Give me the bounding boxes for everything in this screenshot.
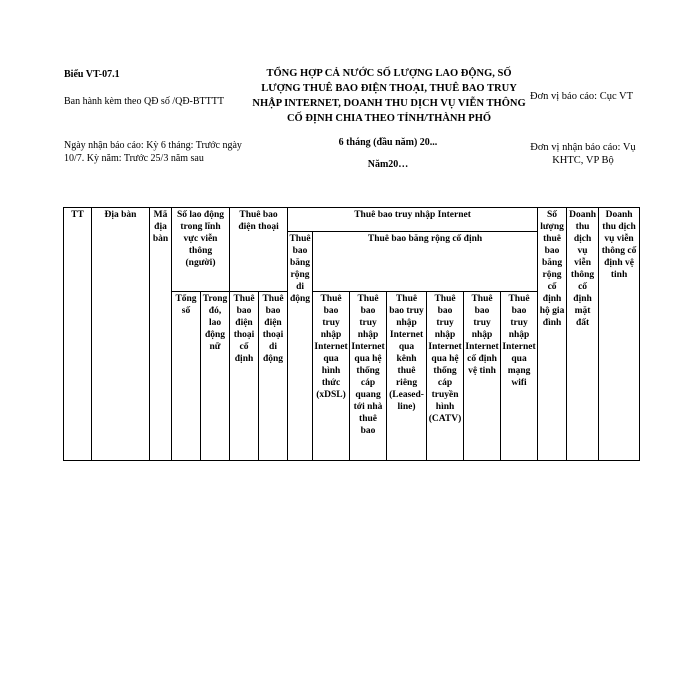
reporting-unit: Đơn vị báo cáo: Cục VT: [530, 91, 634, 102]
receive-date-note: Ngày nhận báo cáo: Kỳ 6 tháng: Trước ngày 10/7. Kỳ năm: Trước 25/3 năm sau: [64, 140, 242, 164]
header-fiber: Thuê bao truy nhập Internet qua hệ thống cáp quang tới nhà thuê bao: [350, 292, 387, 461]
header-rev-fixed-ground: Doanh thu dịch vụ viễn thông cố định mặt đất: [567, 208, 599, 461]
report-period: 6 tháng (đầu năm) 20...: [338, 137, 438, 148]
header-tt: TT: [64, 208, 92, 461]
header-rev-fixed-satellite: Doanh thu dịch vụ viễn thông cố định vệ tinh: [599, 208, 640, 461]
header-household-fbb: Số lượng thuê bao băng rộng cố định hộ gia đình: [538, 208, 567, 461]
header-labor-female: Trong đó, lao động nữ: [201, 292, 230, 461]
header-region-code: Mã địa bàn: [150, 208, 172, 461]
header-region: Địa bàn: [92, 208, 150, 461]
header-mobile-broadband: Thuê bao băng rộng di động: [288, 232, 313, 461]
report-table: [63, 207, 640, 461]
receiving-unit: Đơn vị nhận báo cáo: Vụ KHTC, VP Bộ: [530, 142, 636, 166]
header-xdsl: Thuê bao truy nhập Internet qua hình thức (xDSL): [313, 292, 350, 461]
header-fixed-broadband: Thuê bao băng rộng cố định: [313, 232, 538, 292]
report-year: Năm20…: [367, 159, 409, 170]
header-wifi: Thuê bao truy nhập Internet qua mạng wifi: [501, 292, 538, 461]
header-internet-subs: Thuê bao truy nhập Internet: [288, 208, 538, 232]
header-phone-subs: Thuê bao điện thoại: [230, 208, 288, 292]
header-labor-total: Tổng số: [172, 292, 201, 461]
header-labor: Số lao động trong lĩnh vực viễn thông (người): [172, 208, 230, 292]
issued-by-note: Ban hành kèm theo QĐ số /QĐ-BTTTT: [64, 96, 224, 107]
form-code: Biểu VT-07.1: [64, 69, 120, 80]
report-title: TỔNG HỢP CẢ NƯỚC SỐ LƯỢNG LAO ĐỘNG, SỐ LƯỢNG THUÊ BAO ĐIỆN THOẠI, THUÊ BAO TRUY NHẬP INTERNET, DOANH THU DỊCH VỤ VIỄN THÔNG CỐ ĐỊNH CHIA THEO TỈNH/THÀNH PHỐ: [252, 68, 526, 124]
header-leased: Thuê bao truy nhập Internet qua kênh thuê riêng (Leased-line): [387, 292, 427, 461]
header-catv: Thuê bao truy nhập Internet qua hệ thống cáp truyền hình (CATV): [427, 292, 464, 461]
header-satellite: Thuê bao truy nhập Internet cố định vệ tinh: [464, 292, 501, 461]
header-phone-fixed: Thuê bao điện thoại cố định: [230, 292, 259, 461]
header-phone-mobile: Thuê bao điện thoại di động: [259, 292, 288, 461]
